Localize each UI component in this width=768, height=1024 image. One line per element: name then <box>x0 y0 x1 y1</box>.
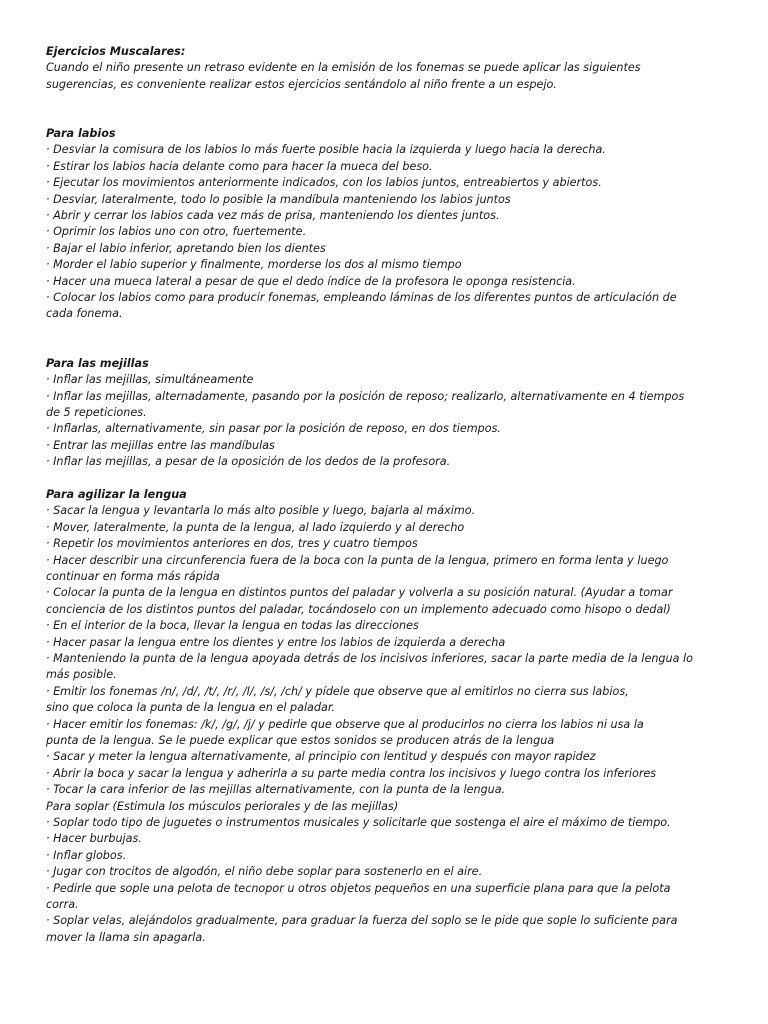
text-line: conciencia de los distintos puntos del paladar, tocándoselo con un implemento adecuado como hisopo o dedal) <box>46 602 671 616</box>
mejillas-title: Para las mejillas <box>46 356 149 370</box>
text-line: de 5 repeticiones. <box>46 405 147 419</box>
document-page <box>46 44 716 946</box>
text-line: continuar en forma más rápida <box>46 569 220 583</box>
intro-section <box>46 44 716 93</box>
spacer <box>46 93 716 126</box>
text-line: · En el interior de la boca, llevar la lengua en todas las direcciones <box>46 619 419 633</box>
text-line: · Sacar y meter la lengua alternativamente, al principio con lentitud y después con mayor rapidez <box>46 750 596 764</box>
text-line: · Abrir la boca y sacar la lengua y adherirla a su parte media contra los incisivos y luego contra los inferiores <box>46 766 657 780</box>
text-line: · Manteniendo la punta de la lengua apoyada detrás de los incisivos inferiores, sacar la parte media de la lengua lo <box>46 651 693 665</box>
text-line: sugerencias, es conveniente realizar estos ejercicios sentándolo al niño frente a un espejo. <box>46 77 557 91</box>
text-line: · Entrar las mejillas entre las mandíbulas <box>46 438 275 452</box>
text-line: · Inflar las mejillas, simultáneamente <box>46 373 254 387</box>
spacer <box>46 323 716 356</box>
text-line: · Estirar los labios hacia delante como para hacer la mueca del beso. <box>46 159 433 173</box>
text-line: más posible. <box>46 668 117 682</box>
text-line: · Inflar las mejillas, a pesar de la oposición de los dedos de la profesora. <box>46 455 451 469</box>
labios-section <box>46 126 716 323</box>
text-line: · Pedirle que sople una pelota de tecnopor u otros objetos pequeños en una superficie plana para que la pelota <box>46 881 671 895</box>
text-line: · Hacer emitir los fonemas: /k/, /g/, /j/ y pedirle que observe que al producirlos no cierra los labios ni usa la <box>46 717 644 731</box>
labios-title: Para labios <box>46 127 116 141</box>
text-line: sino que coloca la punta de la lengua en el paladar. <box>46 701 336 715</box>
text-line: · Hacer pasar la lengua entre los dientes y entre los labios de izquierda a derecha <box>46 635 506 649</box>
text-line: · Inflar las mejillas, alternadamente, pasando por la posición de reposo; realizarlo, alternativamente en 4 tiempos <box>46 389 685 403</box>
text-line: Para soplar (Estimula los músculos periorales y de las mejillas) <box>46 799 399 813</box>
text-line: · Sacar la lengua y levantarla lo más alto posible y luego, bajarla al máximo. <box>46 504 476 518</box>
lengua-section <box>46 487 716 946</box>
text-line: · Soplar velas, alejándolos gradualmente, para graduar la fuerza del soplo se le pide que sople lo suficiente para <box>46 914 678 928</box>
text-line: · Repetir los movimientos anteriores en dos, tres y cuatro tiempos <box>46 537 418 551</box>
mejillas-section <box>46 356 716 471</box>
spacer <box>46 471 716 487</box>
text-line: · Bajar el labio inferior, apretando bien los dientes <box>46 241 326 255</box>
text-line: · Soplar todo tipo de juguetes o instrumentos musicales y solicitarle que sostenga el aire el máximo de tiempo. <box>46 816 671 830</box>
text-line: · Inflar globos. <box>46 848 127 862</box>
labios-lines <box>46 142 716 322</box>
text-line: · Abrir y cerrar los labios cada vez más de prisa, manteniendo los dientes juntos. <box>46 209 500 223</box>
text-line: · Mover, lateralmente, la punta de la lengua, al lado izquierdo y al derecho <box>46 520 465 534</box>
text-line: · Jugar con trocitos de algodón, el niño debe soplar para sostenerlo en el aire. <box>46 865 483 879</box>
text-line: · Desviar, lateralmente, todo lo posible la mandíbula manteniendo los labios juntos <box>46 192 511 206</box>
text-line: · Colocar los labios como para producir fonemas, empleando láminas de los diferentes puntos de articulación de <box>46 291 677 305</box>
text-line: · Colocar la punta de la lengua en distintos puntos del paladar y volverla a su posición natural. (Ayudar a tomar <box>46 586 673 600</box>
text-line: Cuando el niño presente un retraso evidente en la emisión de los fonemas se puede aplicar las siguientes <box>46 61 641 75</box>
text-line: punta de la lengua. Se le puede explicar que estos sonidos se producen atrás de la lengua <box>46 734 555 748</box>
text-line: · Tocar la cara inferior de las mejillas alternativamente, con la punta de la lengua. <box>46 783 506 797</box>
text-line: · Morder el labio superior y finalmente, morderse los dos al mismo tiempo <box>46 258 462 272</box>
lengua-lines <box>46 503 716 946</box>
intro-lines <box>46 60 716 93</box>
text-line: · Inflarlas, alternativamente, sin pasar por la posición de reposo, en dos tiempos. <box>46 422 501 436</box>
text-line: · Hacer burbujas. <box>46 832 142 846</box>
text-line: · Hacer una mueca lateral a pesar de que el dedo índice de la profesora le oponga resistencia. <box>46 274 576 288</box>
mejillas-lines <box>46 372 716 470</box>
intro-title: Ejercicios Muscalares: <box>46 45 186 58</box>
text-line: · Emitir los fonemas /n/, /d/, /t/, /r/, /l/, /s/, /ch/ y pídele que observe que al emitirlos no cierra sus labios, <box>46 684 629 698</box>
text-line: · Hacer describir una circunferencia fuera de la boca con la punta de la lengua, primero en forma lenta y luego <box>46 553 669 567</box>
text-line: · Ejecutar los movimientos anteriormente indicados, con los labios juntos, entreabiertos y abiertos. <box>46 176 602 190</box>
text-line: · Desviar la comisura de los labios lo más fuerte posible hacia la izquierda y luego hacia la derecha. <box>46 143 606 157</box>
lengua-title: Para agilizar la lengua <box>46 487 187 501</box>
text-line: mover la llama sin apagarla. <box>46 930 206 944</box>
text-line: cada fonema. <box>46 307 123 321</box>
text-line: corra. <box>46 898 79 912</box>
text-line: · Oprimir los labios uno con otro, fuertemente. <box>46 225 307 239</box>
